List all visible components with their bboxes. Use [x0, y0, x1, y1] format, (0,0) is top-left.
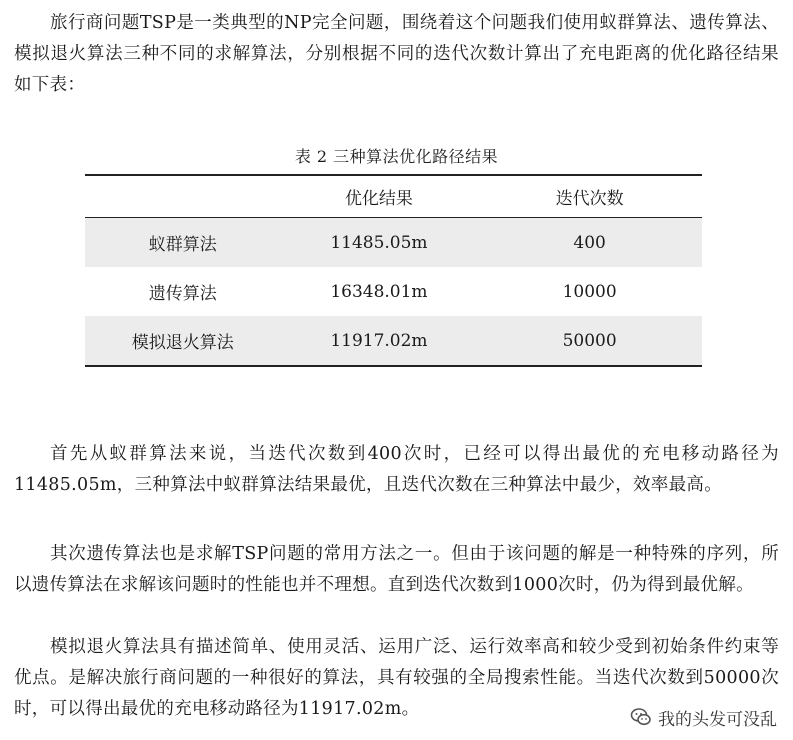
result-cell: 16348.01m — [330, 281, 428, 302]
results-table — [85, 174, 702, 367]
table-caption: 表 2 三种算法优化路径结果 — [294, 147, 499, 166]
watermark — [626, 704, 781, 730]
wechat-icon — [630, 706, 652, 728]
iterations-cell: 50000 — [562, 330, 617, 351]
result-cell: 11917.02m — [330, 330, 428, 351]
iterations-cell: 400 — [573, 232, 606, 253]
header-cell-result: 优化结果 — [344, 189, 413, 209]
watermark-text: 我的头发可没乱 — [658, 709, 777, 730]
algorithm-name-cell: 蚁群算法 — [148, 235, 217, 255]
algorithm-name-cell: 模拟退火算法 — [131, 333, 234, 353]
body-paragraph-1: 首先从蚁群算法来说，当迭代次数到400次时，已经可以得出最优的充电移动路径为11485.05m，三种算法中蚁群算法结果最优，且迭代次数在三种算法中最少，效率最高。 — [14, 444, 779, 495]
body-paragraph-2: 其次遗传算法也是求解TSP问题的常用方法之一。但由于该问题的解是一种特殊的序列，所以遗传算法在求解该问题时的性能也并不理想。直到迭代次数到1000次时，仍为得到最优解。 — [14, 544, 779, 595]
result-cell: 11485.05m — [330, 232, 428, 253]
algorithm-name-cell: 遗传算法 — [148, 284, 217, 304]
table-row — [85, 218, 702, 268]
table-row — [85, 316, 702, 366]
body-paragraph-3: 模拟退火算法具有描述简单、使用灵活、运用广泛、运行效率高和较少受到初始条件约束等优点。是解决旅行商问题的一种很好的算法，具有较强的全局搜索性能。当迭代次数到50000次时，可以得出最优的充电移动路径为11917.02m。 — [14, 637, 779, 719]
table-header-row — [85, 175, 702, 218]
header-cell-iterations: 迭代次数 — [555, 189, 624, 209]
header-cell-empty — [85, 175, 281, 218]
table-row — [85, 267, 702, 316]
iterations-cell: 10000 — [562, 281, 617, 302]
intro-paragraph: 旅行商问题TSP是一类典型的NP完全问题，围绕着这个问题我们使用蚁群算法、遗传算法、模拟退火算法三种不同的求解算法，分别根据不同的迭代次数计算出了充电距离的优化路径结果如下表： — [14, 13, 779, 95]
